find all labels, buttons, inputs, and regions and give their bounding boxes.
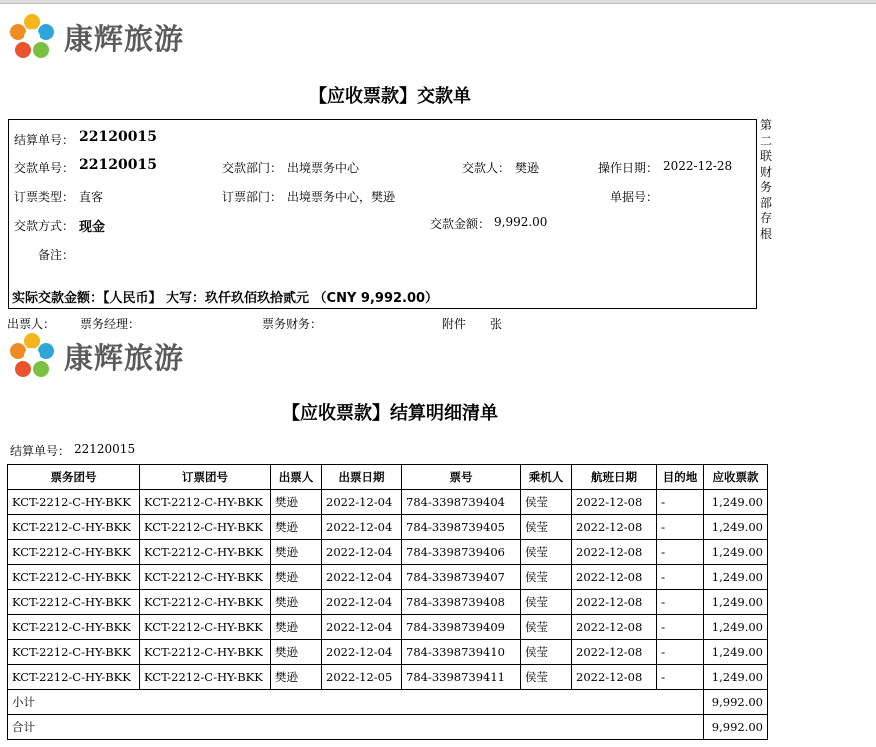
table-cell: KCT-2212-C-HY-BKK bbox=[8, 515, 140, 540]
copy-note-char: 二 bbox=[759, 133, 772, 148]
table-cell: KCT-2212-C-HY-BKK bbox=[140, 590, 271, 615]
table-cell: 784-3398739407 bbox=[402, 565, 521, 590]
table-cell: 784-3398739409 bbox=[402, 615, 521, 640]
table-cell: 1,249.00 bbox=[704, 615, 768, 640]
table-cell: - bbox=[657, 565, 704, 590]
table-cell: 1,249.00 bbox=[704, 665, 768, 690]
brand-logo bbox=[8, 12, 184, 62]
copy-note-char: 存 bbox=[759, 211, 772, 225]
table-cell: - bbox=[657, 665, 704, 690]
flower-logo-icon bbox=[8, 13, 56, 61]
voucher-title: 【应收票款】交款单 bbox=[309, 86, 471, 107]
table-cell: 2022-12-04 bbox=[322, 515, 402, 540]
table-cell: KCT-2212-C-HY-BKK bbox=[140, 490, 271, 515]
op-date-value: 2022-12-28 bbox=[663, 159, 733, 173]
attachment-label: 附件 bbox=[442, 317, 467, 331]
table-cell: 侯莹 bbox=[521, 640, 572, 665]
table-cell: 2022-12-04 bbox=[322, 590, 402, 615]
table-cell: 2022-12-08 bbox=[572, 565, 657, 590]
copy-note-char: 务 bbox=[759, 180, 772, 194]
table-cell: 784-3398739406 bbox=[402, 540, 521, 565]
table-header-row bbox=[8, 465, 768, 490]
table-cell: 1,249.00 bbox=[704, 515, 768, 540]
table-cell: 樊逊 bbox=[271, 490, 322, 515]
table-row bbox=[8, 490, 768, 515]
brand-name: 康辉旅游 bbox=[64, 340, 185, 375]
pay-no-label: 交款单号： bbox=[14, 161, 75, 175]
table-cell: 1,249.00 bbox=[704, 490, 768, 515]
settle-no-label: 结算单号： bbox=[14, 133, 75, 147]
detail-settle-value: 22120015 bbox=[74, 442, 136, 456]
table-cell: 784-3398739411 bbox=[402, 665, 521, 690]
total-value: 9,992.00 bbox=[704, 715, 768, 740]
table-cell: KCT-2212-C-HY-BKK bbox=[8, 590, 140, 615]
pay-method-value: 现金 bbox=[79, 220, 106, 235]
table-cell: 侯莹 bbox=[521, 665, 572, 690]
order-dept-label: 订票部门： bbox=[222, 190, 283, 204]
order-type-label: 订票类型： bbox=[14, 190, 75, 204]
finance-label: 票务财务： bbox=[262, 317, 323, 331]
table-cell: 1,249.00 bbox=[704, 590, 768, 615]
col-header: 目的地 bbox=[657, 465, 704, 490]
copy-note-char: 联 bbox=[759, 149, 772, 163]
table-row bbox=[8, 515, 768, 540]
table-cell: 2022-12-08 bbox=[572, 515, 657, 540]
table-cell: 2022-12-04 bbox=[322, 565, 402, 590]
table-cell: - bbox=[657, 540, 704, 565]
dept-value: 出境票务中心 bbox=[287, 161, 360, 175]
table-cell: 樊逊 bbox=[271, 515, 322, 540]
table-cell: 784-3398739408 bbox=[402, 590, 521, 615]
table-cell: KCT-2212-C-HY-BKK bbox=[140, 665, 271, 690]
table-cell: 侯莹 bbox=[521, 590, 572, 615]
total-label: 合计 bbox=[8, 715, 704, 740]
table-cell: KCT-2212-C-HY-BKK bbox=[140, 640, 271, 665]
settle-no-value: 22120015 bbox=[79, 129, 157, 145]
table-cell: 樊逊 bbox=[271, 590, 322, 615]
subtotal-value: 9,992.00 bbox=[704, 690, 768, 715]
table-cell: 1,249.00 bbox=[704, 540, 768, 565]
pay-method-label: 交款方式： bbox=[14, 219, 75, 233]
table-cell: - bbox=[657, 490, 704, 515]
copy-note-char: 部 bbox=[759, 195, 772, 210]
table-cell: KCT-2212-C-HY-BKK bbox=[8, 640, 140, 665]
copy-note-char: 财 bbox=[759, 164, 772, 179]
table-cell: KCT-2212-C-HY-BKK bbox=[140, 565, 271, 590]
table-cell: KCT-2212-C-HY-BKK bbox=[8, 565, 140, 590]
copy-note-char: 第 bbox=[759, 118, 772, 132]
table-cell: 2022-12-08 bbox=[572, 615, 657, 640]
table-cell: 2022-12-08 bbox=[572, 665, 657, 690]
table-cell: 1,249.00 bbox=[704, 640, 768, 665]
op-date-label: 操作日期： bbox=[598, 161, 659, 175]
table-cell: 2022-12-04 bbox=[322, 540, 402, 565]
subtotal-row bbox=[8, 690, 768, 715]
col-header: 出票日期 bbox=[322, 465, 402, 490]
col-header: 乘机人 bbox=[521, 465, 572, 490]
order-dept-value: 出境票务中心，樊逊 bbox=[287, 190, 396, 204]
table-cell: 樊逊 bbox=[271, 540, 322, 565]
remark-label: 备注： bbox=[38, 248, 75, 262]
voucher-box bbox=[8, 119, 757, 309]
table-row bbox=[8, 590, 768, 615]
col-header: 票号 bbox=[402, 465, 521, 490]
table-cell: - bbox=[657, 590, 704, 615]
table-cell: 侯莹 bbox=[521, 565, 572, 590]
copy-note-char: 根 bbox=[759, 226, 772, 241]
payer-label: 交款人： bbox=[462, 161, 511, 175]
table-cell: 侯莹 bbox=[521, 540, 572, 565]
table-row bbox=[8, 540, 768, 565]
col-header: 票务团号 bbox=[8, 465, 140, 490]
table-cell: KCT-2212-C-HY-BKK bbox=[8, 615, 140, 640]
col-header: 航班日期 bbox=[572, 465, 657, 490]
subtotal-label: 小计 bbox=[8, 690, 704, 715]
table-cell: KCT-2212-C-HY-BKK bbox=[140, 515, 271, 540]
table-cell: 1,249.00 bbox=[704, 565, 768, 590]
col-header: 出票人 bbox=[271, 465, 322, 490]
table-cell: 樊逊 bbox=[271, 640, 322, 665]
table-cell: 樊逊 bbox=[271, 565, 322, 590]
brand-logo bbox=[8, 331, 184, 381]
table-cell: KCT-2212-C-HY-BKK bbox=[8, 540, 140, 565]
table-cell: 2022-12-05 bbox=[322, 665, 402, 690]
table-cell: KCT-2212-C-HY-BKK bbox=[8, 490, 140, 515]
table-cell: 784-3398739410 bbox=[402, 640, 521, 665]
detail-settle-label: 结算单号： bbox=[10, 444, 71, 458]
brand-name: 康辉旅游 bbox=[64, 21, 185, 56]
window-top-border bbox=[0, 0, 876, 4]
flower-logo-icon bbox=[8, 332, 56, 380]
pay-no-value: 22120015 bbox=[79, 157, 157, 173]
issuer-label: 出票人： bbox=[7, 317, 56, 331]
table-cell: 2022-12-08 bbox=[572, 590, 657, 615]
col-header: 订票团号 bbox=[140, 465, 271, 490]
actual-amount-line: 实际交款金额：【人民币】 大写：玖仟玖佰玖拾贰元 （CNY 9,992.00） bbox=[12, 291, 439, 306]
sheet-label: 张 bbox=[490, 317, 503, 331]
table-cell: 樊逊 bbox=[271, 665, 322, 690]
dept-label: 交款部门： bbox=[222, 161, 283, 175]
doc-no-label: 单据号： bbox=[610, 190, 659, 204]
total-row bbox=[8, 715, 768, 740]
table-cell: - bbox=[657, 615, 704, 640]
table-cell: 2022-12-04 bbox=[322, 640, 402, 665]
table-row bbox=[8, 640, 768, 665]
settlement-detail-table bbox=[7, 464, 768, 740]
manager-label: 票务经理： bbox=[80, 317, 141, 331]
payer-value: 樊逊 bbox=[515, 161, 540, 175]
table-row bbox=[8, 615, 768, 640]
table-cell: KCT-2212-C-HY-BKK bbox=[8, 665, 140, 690]
amount-value: 9,992.00 bbox=[494, 215, 548, 229]
table-cell: KCT-2212-C-HY-BKK bbox=[140, 540, 271, 565]
table-cell: 侯莹 bbox=[521, 515, 572, 540]
col-header: 应收票款 bbox=[704, 465, 768, 490]
table-cell: 2022-12-08 bbox=[572, 640, 657, 665]
order-type-value: 直客 bbox=[79, 190, 104, 204]
table-cell: KCT-2212-C-HY-BKK bbox=[140, 615, 271, 640]
detail-title: 【应收票款】结算明细清单 bbox=[282, 403, 498, 424]
table-cell: - bbox=[657, 515, 704, 540]
table-cell: 2022-12-08 bbox=[572, 490, 657, 515]
table-cell: - bbox=[657, 640, 704, 665]
table-row bbox=[8, 565, 768, 590]
table-cell: 侯莹 bbox=[521, 615, 572, 640]
copy-note-vertical bbox=[759, 118, 773, 242]
table-cell: 2022-12-04 bbox=[322, 615, 402, 640]
table-cell: 2022-12-04 bbox=[322, 490, 402, 515]
table-cell: 784-3398739405 bbox=[402, 515, 521, 540]
table-cell: 侯莹 bbox=[521, 490, 572, 515]
table-cell: 2022-12-08 bbox=[572, 540, 657, 565]
table-cell: 樊逊 bbox=[271, 615, 322, 640]
table-row bbox=[8, 665, 768, 690]
table-cell: 784-3398739404 bbox=[402, 490, 521, 515]
amount-label: 交款金额： bbox=[430, 217, 491, 231]
